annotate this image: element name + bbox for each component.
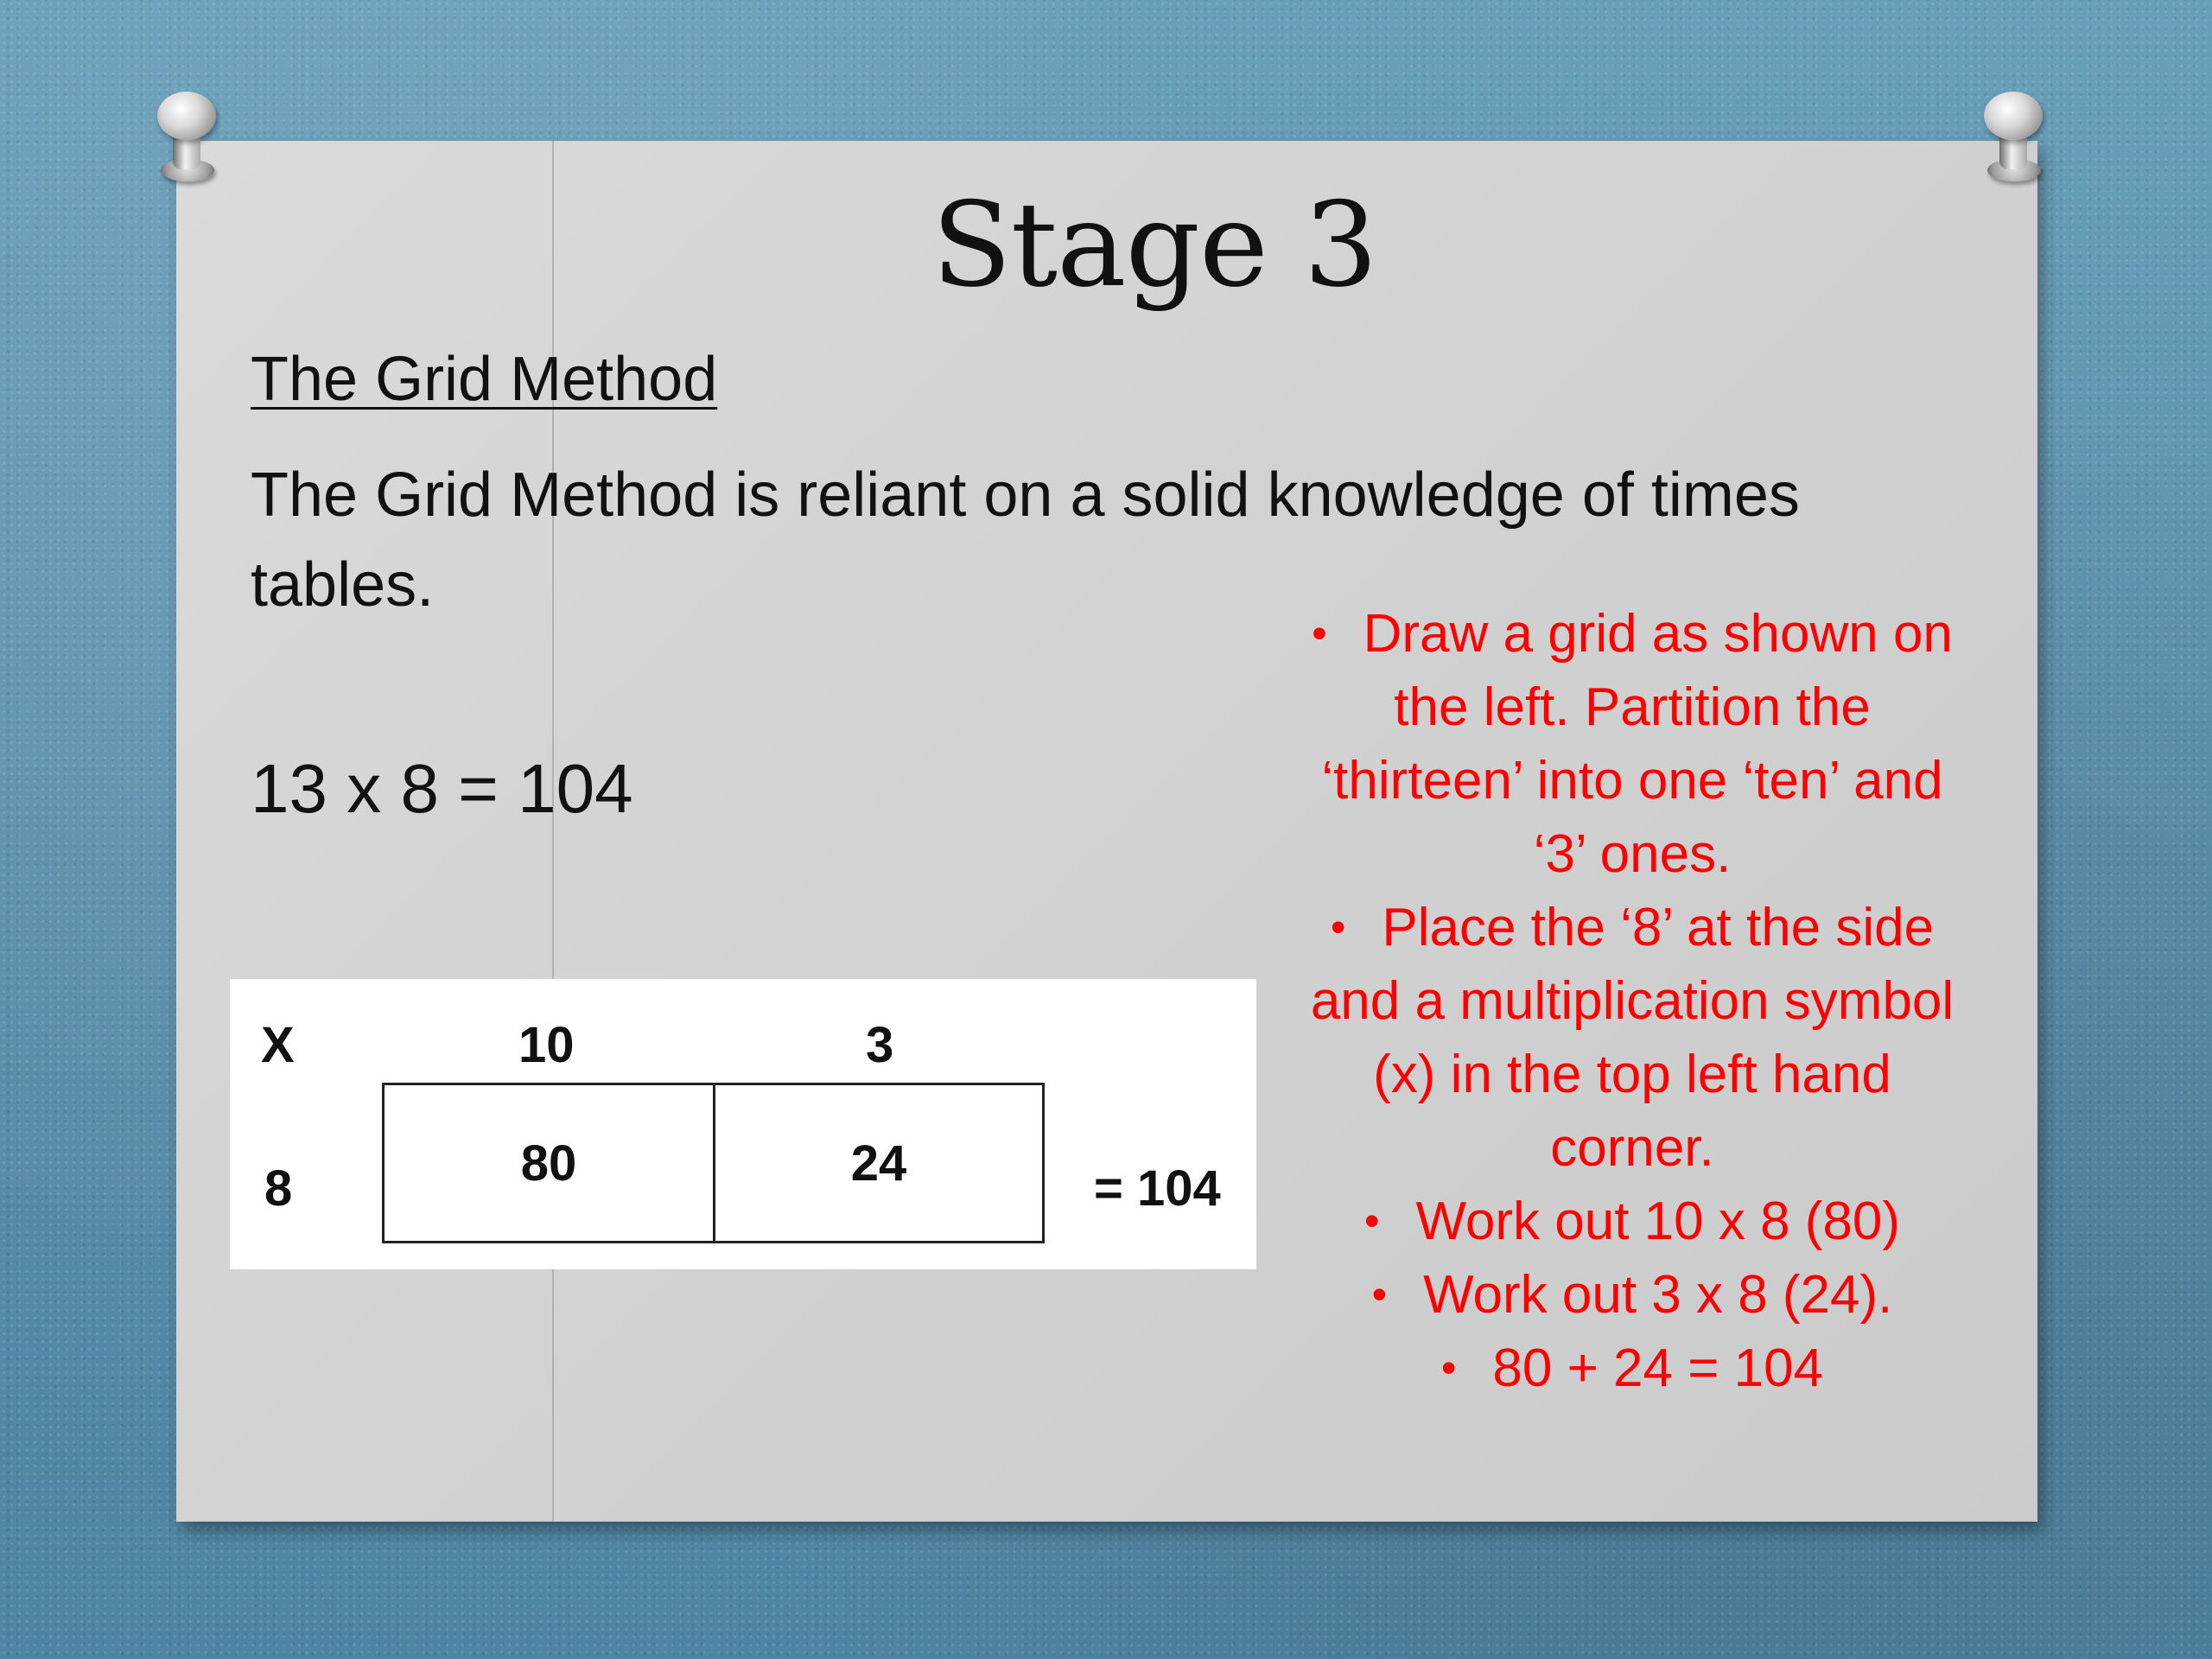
bullet-icon: •: [1330, 903, 1346, 951]
pushpin-icon: [149, 92, 226, 178]
bullet-icon: •: [1312, 609, 1327, 658]
intro-text: The Grid Method is reliant on a solid knowledge of times tables.: [251, 461, 1800, 620]
pushpin-icon: [1975, 92, 2053, 178]
step-text: Place the ‘8’ at the side and a multiplication symbol (x) in the top left hand corner.: [1310, 898, 1955, 1178]
step-item: [1300, 891, 1965, 1185]
grid-header-symbol: X: [261, 1017, 295, 1073]
grid-header-ones: 3: [866, 1017, 894, 1073]
step-text: Draw a grid as shown on the left. Partition the ‘thirteen’ into one ‘ten’ and ‘3’ ones.: [1321, 604, 1953, 884]
step-item: [1300, 1258, 1965, 1332]
step-item: [1300, 1185, 1965, 1258]
grid-cell-tens: 80: [382, 1083, 715, 1243]
slide: [176, 141, 2037, 1522]
step-item: [1300, 1332, 1965, 1405]
bullet-icon: •: [1363, 1197, 1380, 1245]
grid-cell-ones: 24: [713, 1083, 1045, 1243]
step-text: Work out 10 x 8 (80): [1415, 1192, 1901, 1251]
grid-method-figure: [230, 979, 1256, 1269]
step-text: Work out 3 x 8 (24).: [1423, 1265, 1893, 1325]
bullet-icon: •: [1440, 1344, 1457, 1392]
equation-text: 13 x 8 = 104: [251, 750, 633, 827]
slide-title: Stage 3: [931, 177, 1377, 313]
step-text: 80 + 24 = 104: [1492, 1338, 1824, 1398]
grid-row-label: 8: [264, 1160, 293, 1217]
bullet-icon: •: [1371, 1270, 1388, 1319]
slide-subtitle: The Grid Method: [251, 345, 718, 414]
grid-header-tens: 10: [518, 1017, 575, 1073]
step-item: [1300, 597, 1965, 891]
grid-result: = 104: [1094, 1160, 1221, 1217]
steps-list: [1300, 597, 1965, 1405]
